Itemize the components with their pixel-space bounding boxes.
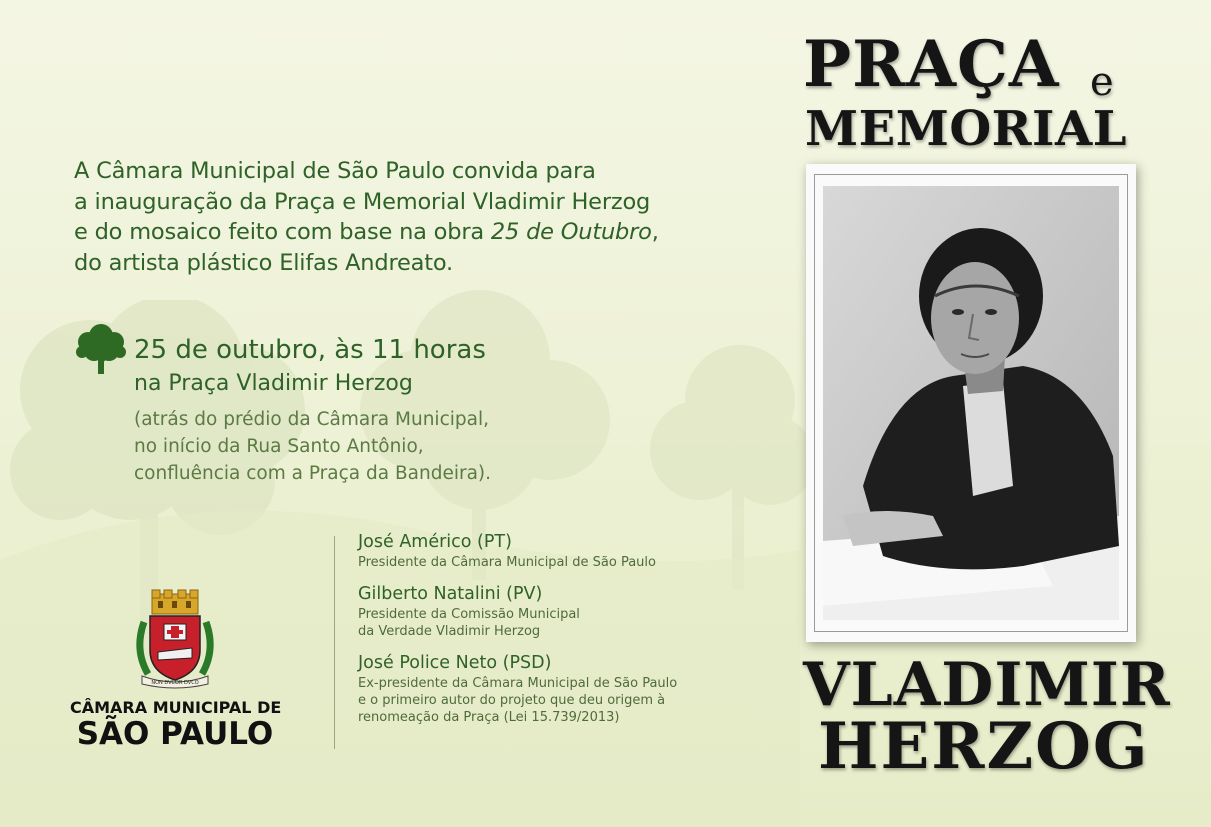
- signer-name: José Américo (PT): [358, 532, 512, 552]
- event-place: na Praça Vladimir Herzog: [134, 371, 413, 396]
- title-herzog: HERZOG: [818, 709, 1150, 784]
- signer-jose-police-neto: [358, 652, 718, 726]
- signers-divider: [334, 536, 335, 749]
- intro-line-3-prefix: e do mosaico feito com base na obra: [74, 219, 491, 245]
- signer-role: renomeação da Praça (Lei 15.739/2013): [358, 710, 620, 725]
- intro-line-2: a inauguração da Praça e Memorial Vladimir Herzog: [74, 188, 651, 215]
- detail-line-2: no início da Rua Santo Antônio,: [134, 436, 424, 457]
- artwork-title: 25 de Outubro: [490, 219, 652, 245]
- title-memorial: MEMORIAL: [805, 101, 1127, 157]
- invitation-text: [74, 156, 734, 278]
- intro-line-1: A Câmara Municipal de São Paulo convida para: [74, 158, 596, 184]
- signer-gilberto-natalini: [358, 583, 718, 640]
- portrait-frame: [806, 164, 1136, 642]
- signer-role: Ex-presidente da Câmara Municipal de São Paulo: [358, 676, 678, 691]
- detail-line-3: confluência com a Praça da Bandeira).: [134, 463, 492, 484]
- signer-name: José Police Neto (PSD): [358, 653, 552, 673]
- signer-role: Presidente da Câmara Municipal de São Paulo: [358, 555, 656, 570]
- signer-role: Presidente da Comissão Municipal: [358, 607, 580, 622]
- signer-jose-americo: [358, 531, 718, 571]
- title-praca: PRAÇA: [803, 27, 1060, 102]
- coat-of-arms-icon: [134, 588, 216, 692]
- intro-line-3-suffix: ,: [651, 219, 659, 245]
- event-location-detail: [134, 406, 491, 487]
- event-date: 25 de outubro, às 11 horas: [134, 335, 486, 365]
- signer-name: Gilberto Natalini (PV): [358, 584, 543, 604]
- tree-icon: [74, 320, 128, 376]
- detail-line-1: (atrás do prédio da Câmara Municipal,: [134, 409, 489, 430]
- title-e: e: [1090, 59, 1114, 105]
- camara-logo: [70, 588, 280, 751]
- logo-line-1: CÂMARA MUNICIPAL DE: [70, 698, 282, 717]
- signers-list: [358, 531, 718, 738]
- logo-line-2: SÃO PAULO: [76, 716, 274, 752]
- signer-role: e o primeiro autor do projeto que deu origem à: [358, 693, 666, 708]
- coat-of-arms-motto: NON DVCOR DVCO: [151, 680, 199, 686]
- intro-line-3: [74, 217, 734, 248]
- portrait-photo: [823, 186, 1119, 620]
- intro-line-4: do artista plástico Elifas Andreato.: [74, 249, 453, 276]
- title-vladimir: VLADIMIR: [803, 650, 1171, 720]
- signer-role: da Verdade Vladimir Herzog: [358, 624, 541, 639]
